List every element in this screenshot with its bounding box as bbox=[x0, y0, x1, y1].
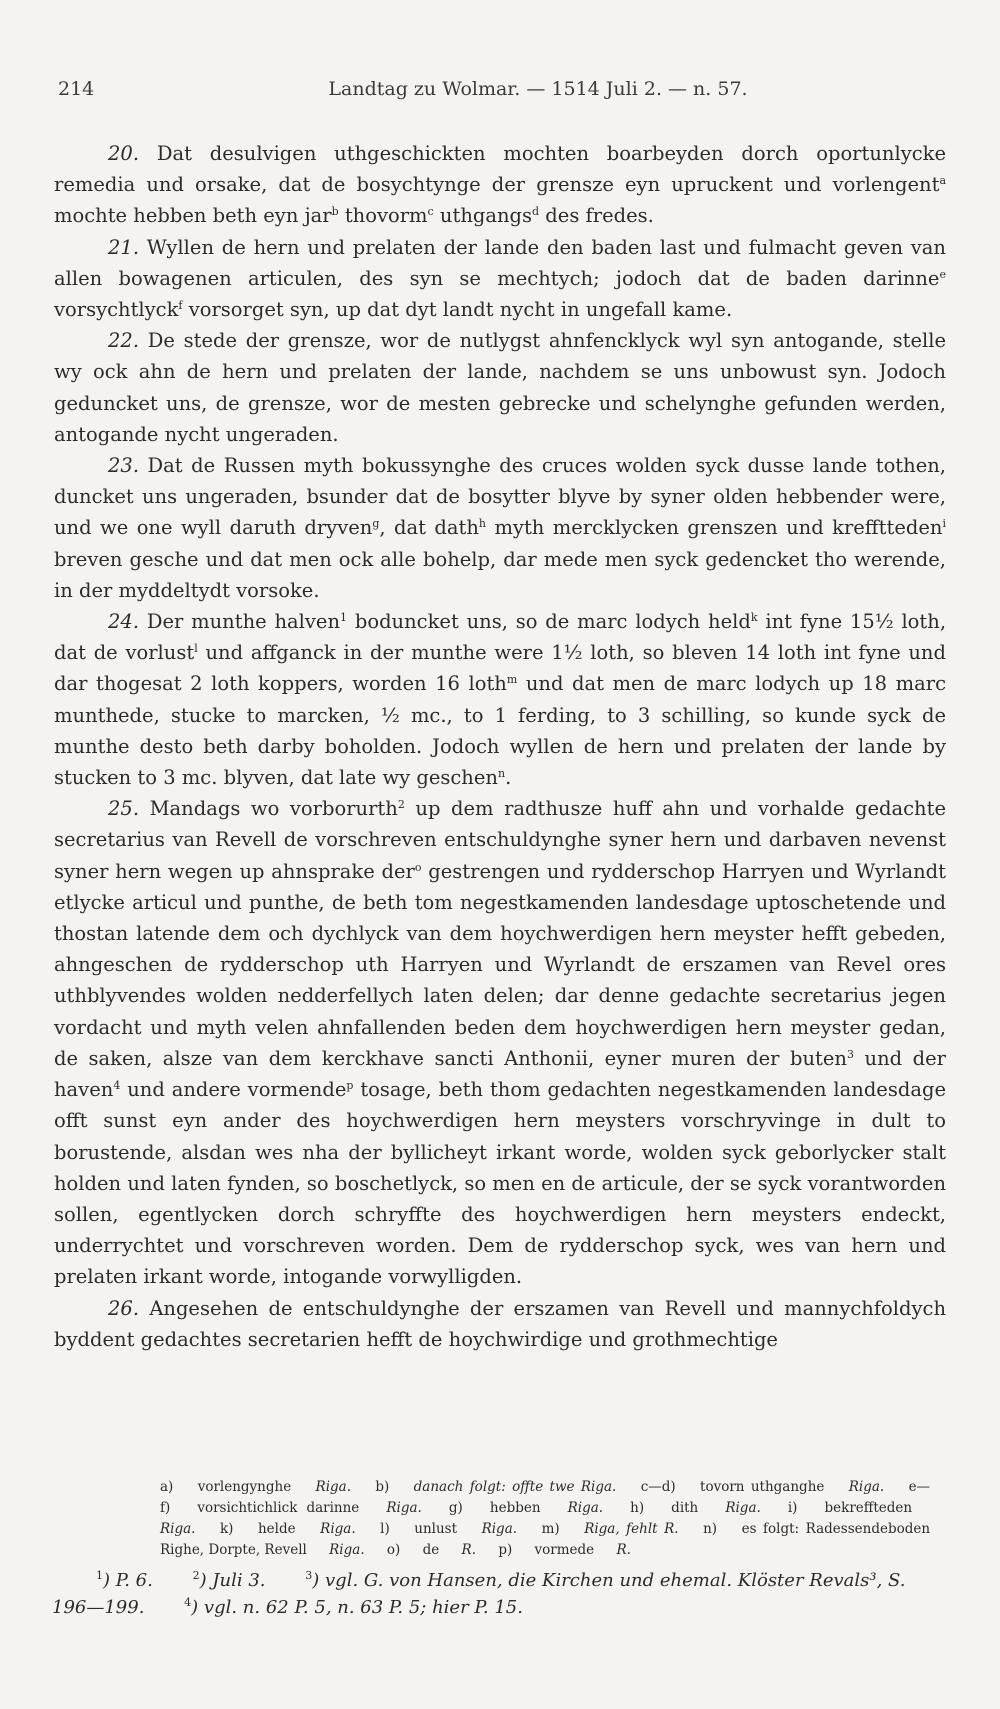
footnote-mark: 2 bbox=[397, 798, 405, 812]
textual-note: k) helde Riga. bbox=[220, 1521, 356, 1537]
note-mark: c bbox=[427, 205, 434, 219]
textual-note: a) vorlengynghe Riga. bbox=[160, 1479, 352, 1495]
textual-apparatus bbox=[160, 1477, 930, 1561]
note-mark: m bbox=[506, 673, 518, 687]
footnote: $^1$) P. 6. bbox=[96, 1569, 153, 1591]
main-text bbox=[54, 138, 946, 1355]
textual-note: g) hebben Riga. bbox=[448, 1500, 604, 1516]
paragraph-21: 21. Wyllen de hern und prelaten der lande den baden last und fulmacht geven van allen bowagenen articulen, des syn se mechtych; jodoch dat de baden darinne$^e$ vorsychtlyck$^f$ vorsorget syn, up dat dyt landt nycht in ungefall kame. bbox=[54, 235, 946, 322]
paragraph-number: 20. bbox=[108, 142, 140, 165]
paragraph-number: 24. bbox=[108, 610, 140, 634]
note-mark: o bbox=[414, 860, 422, 874]
paragraph-20: 20. Dat desulvigen uthgeschickten mochten boarbeyden dorch oportunlycke remedia und orsake, dat de bosychtynge der grensze eyn upruckent und vorlengent$^a$ mochte hebben beth eyn jar$^b$ thovorm$^c$ uthgangs$^d$ des fredes. bbox=[54, 142, 946, 228]
note-mark: d bbox=[532, 205, 540, 219]
textual-note: h) dith Riga. bbox=[630, 1500, 761, 1516]
textual-note: b) danach folgt: offte twe Riga. bbox=[375, 1479, 617, 1495]
textual-note: e—f) vorsichtichlick darinne Riga. bbox=[160, 1479, 931, 1516]
textual-note: l) unlust Riga. bbox=[380, 1521, 518, 1537]
textual-note: c—d) tovorn uthganghe Riga. bbox=[640, 1479, 885, 1495]
paragraph-number: 25. bbox=[108, 797, 140, 821]
note-mark: a bbox=[939, 174, 946, 188]
textual-note: i) bekreffteden Riga. bbox=[160, 1500, 913, 1537]
running-title: Landtag zu Wolmar. — 1514 Juli 2. — n. 57. bbox=[328, 78, 748, 100]
note-mark: i bbox=[942, 517, 946, 531]
paragraph-number: 26. bbox=[108, 1296, 140, 1320]
footnote: $^3$) vgl. G. von Hansen, die Kirchen und ehemal. Klöster Revals³, S. 196—199. bbox=[52, 1569, 906, 1618]
footnote-mark: 1 bbox=[340, 611, 348, 625]
footnote: $^4$) vgl. n. 62 P. 5, n. 63 P. 5; hier P. 15. bbox=[184, 1596, 523, 1618]
footnote: $^2$) Juli 3. bbox=[192, 1569, 266, 1591]
note-mark: e bbox=[939, 267, 946, 281]
footnote-mark: 3 bbox=[847, 1047, 854, 1061]
footnotes bbox=[52, 1567, 932, 1621]
textual-note: n) es folgt: Radessendeboden Righe, Dorpte, Revell Riga. bbox=[160, 1521, 931, 1558]
textual-note: o) de R. bbox=[386, 1542, 477, 1558]
note-mark: l bbox=[194, 642, 198, 656]
paragraph-26: 26. Angesehen de entschuldynghe der erszamen van Revell und mannychfoldych byddent gedachtes secretarien hefft de hoychwirdige und grothmechtige bbox=[54, 1296, 947, 1351]
paragraph-number: 21. bbox=[108, 235, 140, 259]
page-header bbox=[58, 78, 938, 104]
textual-note: p) vormede R. bbox=[498, 1542, 631, 1558]
paragraph-number: 23. bbox=[108, 454, 140, 478]
paragraph-24: 24. Der munthe halven$^1$ boduncket uns, so de marc lodych held$^k$ int fyne 15½ loth, dat de vorlust$^l$ und affganck in der munthe were 1½ loth, so bleven 14 loth int fyne und dar thogesat 2 loth koppers, worden 16 loth$^m$ und dat men de marc lodych up 18 marc munthede, stucke to marcken, ½ mc., to 1 ferding, to 3 schilling, so kunde syck de munthe desto beth darby boholden. Jodoch wyllen de hern und prelaten der lande by stucken to 3 mc. blyven, dat late wy geschen$^n$. bbox=[54, 610, 947, 790]
note-mark: g bbox=[372, 517, 380, 531]
footnote-line bbox=[52, 1567, 932, 1621]
paragraph-number: 22. bbox=[108, 329, 140, 353]
note-mark: n bbox=[497, 767, 506, 781]
note-mark: k bbox=[750, 611, 758, 625]
paragraph-25: 25. Mandags wo vorborurth$^2$ up dem radthusze huff ahn und vorhalde gedachte secretarius van Revell de vorschreven entschuldynghe syner hern und darbaven nevenst syner hern wegen up ahnsprake der$^o$ gestrengen und rydderschop Harryen und Wyrlandt etlycke articul und punthe, de beth tom negestkamenden landesdage uptoschetende und thostan latende dem och dychlyck van dem hoychwerdigen hern meyster hefft gebeden, ahngeschen de rydderschop uth Harryen und Wyrlandt de erszamen van Revel ores uthblyvendes wolden nedderfellych laten delen; dar denne gedachte secretarius jegen vordacht und myth velen ahnfallenden beden dem hoychwerdigen hern meyster gedan, de saken, alsze van dem kerckhave sancti Anthonii, eyner muren der buten$^3$ und der haven$^4$ und andere vormende$^p$ tosage, beth thom gedachten negestkamenden landesdage offt sunst eyn ander des hoychwerdigen hern meysters vorschryvinge in dult to borustende, alsdan wes nha der byllicheyt irkant worde, wolden syck geborlycker stalt holden und laten fynden, so boschetlyck, so men en de articule, der se syck vorantworden sollen, egentlycken dorch schryffte des hoychwerdigen hern meysters endeckt, underrychtet und vorschreven worden. Dem de rydderschop syck, wes van hern und prelaten irkant worde, intogande vorwylligden. bbox=[54, 797, 946, 1289]
note-mark: b bbox=[331, 205, 339, 219]
textual-note: m) Riga, fehlt R. bbox=[541, 1521, 679, 1537]
paragraph-23: 23. Dat de Russen myth bokussynghe des cruces wolden syck dusse lande tothen, duncket uns ungeraden, bsunder dat de bosytter blyve by syner olden hebbender were, und we one wyll daruth dryven$^g$, dat dath$^h$ myth mercklycken grenszen und krefftteden$^i$ breven gesche und dat men ock alle bohelp, dar mede men syck gedencket tho werende, in der myddeltydt vorsoke. bbox=[54, 454, 947, 602]
page-number: 214 bbox=[58, 78, 95, 100]
note-mark: p bbox=[346, 1079, 354, 1093]
note-mark: f bbox=[178, 299, 183, 313]
footnote-mark: 4 bbox=[113, 1079, 121, 1093]
paragraph-22: 22. De stede der grensze, wor de nutlygst ahnfencklyck wyl syn antogande, stelle wy ock ahn de hern und prelaten der lande, nachdem se uns unbowust syn. Jodoch geduncket uns, de grensze, wor de mesten gebrecke und schelynghe gefunden werden, antogande nycht ungeraden. bbox=[54, 329, 947, 446]
note-mark: h bbox=[478, 517, 486, 531]
